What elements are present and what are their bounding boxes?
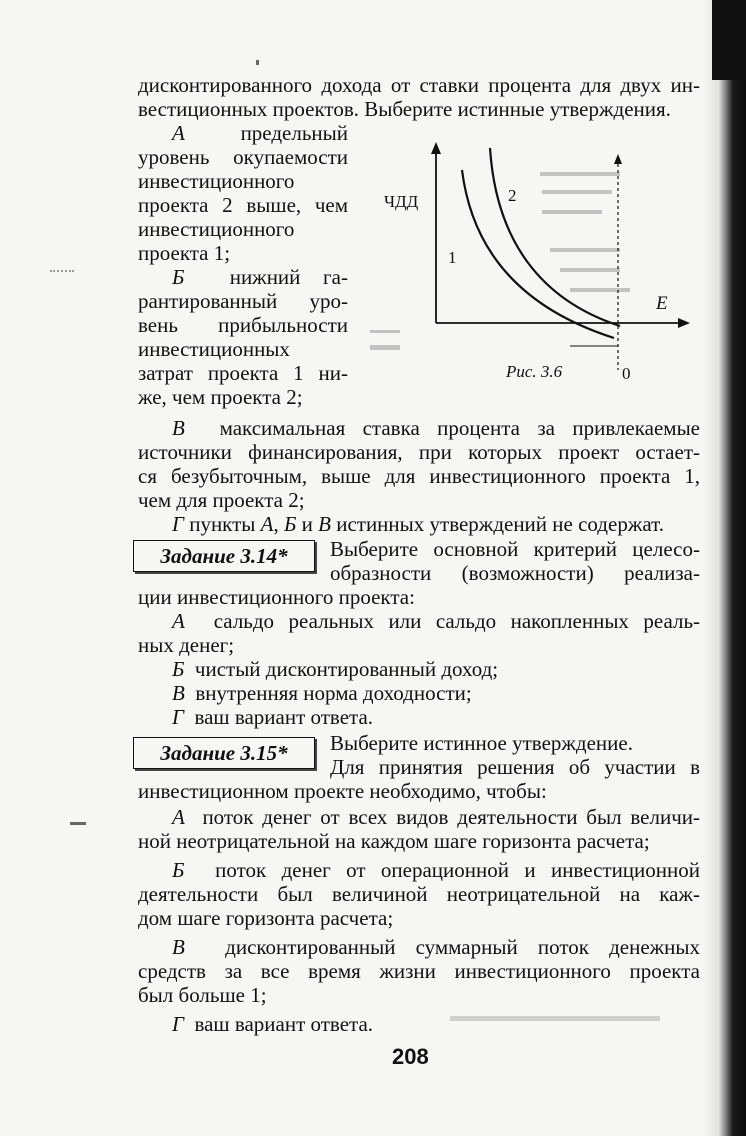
x-axis-arrow [678, 318, 690, 328]
answer-letter: В [172, 935, 185, 959]
option-g-paragraph [138, 512, 700, 536]
option-b-line-6: же, чем проекта 2; [138, 385, 303, 409]
curve-2-label: 2 [508, 186, 517, 205]
y-axis-label: ЧДД [384, 192, 419, 211]
option-v-line-4: чем для проекта 2; [138, 488, 305, 512]
ref-comma: , [273, 512, 284, 536]
option-g-text-end: истинных утверждений не содержат. [330, 512, 664, 536]
answer-letter: А [172, 805, 185, 829]
task-3-15-title-box: Задание 3.15* [133, 737, 315, 769]
task-3-14-line-2: образности (возможности) реализа- [330, 561, 700, 585]
scan-artifact [50, 270, 74, 274]
option-b-line-3: вень прибыльности [138, 313, 348, 337]
task-3-14-line-1: Выберите основной критерий целесо- [330, 537, 700, 561]
scan-dark-edge [702, 0, 746, 1136]
task-3-14-answer-g [138, 705, 700, 729]
task-3-15-answer-v-line-1 [138, 935, 700, 959]
option-v-text: максимальная ставка процента за привлекаемые [219, 416, 700, 440]
task-3-14-answer-b [138, 657, 700, 681]
task-3-15-answer-a-line-1 [138, 805, 700, 829]
task-3-15-line-1: Выберите истинное утверждение. [330, 731, 633, 755]
ref-b: Б [283, 512, 297, 536]
y-axis-arrow [431, 142, 441, 154]
option-a-line-3: инвестиционного [138, 169, 295, 193]
scan-artifact [450, 1016, 660, 1021]
task-3-15-answer-a-line-2: ной неотрицательной на каждом шаге горизонта расчета; [138, 829, 650, 853]
scan-artifact [256, 60, 259, 65]
answer-text: поток денег от операционной и инвестиционной [215, 858, 700, 882]
task-3-15-answer-b-line-1 [138, 858, 700, 882]
ref-a: А [260, 512, 274, 536]
answer-text: внутренняя норма доходности; [195, 681, 472, 705]
curve-project-1 [462, 170, 614, 338]
ref-and: и [296, 512, 319, 536]
task-3-14-answer-a-line-2: ных денег; [138, 633, 235, 657]
option-b-letter: Б [172, 265, 185, 289]
x-axis-label: Е [656, 293, 668, 314]
answer-text: дисконтированный суммарный поток денежных [225, 935, 701, 959]
answer-letter: А [172, 609, 185, 633]
intro-paragraph [138, 73, 700, 121]
task-3-14-title-box: Задание 3.14* [133, 540, 315, 572]
option-b-line-2: рантированный уро- [138, 289, 348, 313]
option-g-line [138, 512, 700, 536]
option-b-line-5: затрат проекта 1 ни- [138, 361, 348, 385]
scan-dark-corner [712, 0, 746, 80]
option-a-line-2: уровень окупаемости [138, 145, 348, 169]
option-v-letter: В [172, 416, 185, 440]
answer-letter: Б [172, 657, 185, 681]
task-3-15-answer-v-line-3: был больше 1; [138, 983, 267, 1007]
ref-v: В [318, 512, 331, 536]
answer-letter: В [172, 681, 185, 705]
answer-text: ваш вариант ответа. [194, 1012, 374, 1036]
option-v-line-2: источники финансирования, при которых проект остает- [138, 440, 700, 464]
option-g-text: пункты [189, 512, 261, 536]
task-3-15-answer-b-line-2: деятельности был величиной неотрицательной на каж- [138, 882, 700, 906]
figure-3-6 [370, 140, 700, 390]
answer-letter: Б [172, 858, 185, 882]
answer-text: сальдо реальных или сальдо накопленных реаль- [213, 609, 701, 633]
marker-arrow [614, 154, 622, 164]
option-v-line-3: ся безубыточным, выше для инвестиционного проекта 1, [138, 464, 700, 488]
zero-label: 0 [622, 364, 631, 383]
figure-graphic [370, 140, 700, 390]
option-a-line-6: проекта 1; [138, 241, 231, 265]
option-a-letter: А [172, 121, 185, 145]
curve-1-label: 1 [448, 248, 457, 267]
answer-text: чистый дисконтированный доход; [194, 657, 499, 681]
task-3-15-answers [138, 805, 700, 1036]
option-a-line-1 [138, 121, 348, 145]
option-g-letter: Г [172, 512, 184, 536]
scan-artifact [70, 822, 86, 825]
task-3-15-line-3: инвестиционном проекте необходимо, чтобы: [138, 779, 547, 803]
task-3-15-answer-b-line-3: дом шаге горизонта расчета; [138, 906, 394, 930]
task-3-14-answer-v [138, 681, 700, 705]
intro-line-2: вестиционных проектов. Выберите истинные утверждения. [138, 97, 671, 121]
option-b-text: нижний га- [229, 265, 348, 289]
task-3-15-answer-v-line-2: средств за все время жизни инвестиционного проекта [138, 959, 700, 983]
task-3-14-line-3: ции инвестиционного проекта: [138, 585, 415, 609]
option-v-line-1 [138, 416, 700, 440]
task-3-15-line-2: Для принятия решения об участии в [330, 755, 700, 779]
options-left-column [138, 121, 348, 409]
option-b-line-1 [138, 265, 348, 289]
answer-letter: Г [172, 705, 184, 729]
option-v-paragraph [138, 416, 700, 512]
figure-caption: Рис. 3.6 [506, 362, 563, 381]
option-a-text: предельный [240, 121, 348, 145]
answer-letter: Г [172, 1012, 184, 1036]
option-b-line-4: инвестиционных [138, 337, 290, 361]
bleed-through-text [370, 140, 670, 350]
answer-text: ваш вариант ответа. [194, 705, 374, 729]
page-number: 208 [392, 1044, 429, 1069]
intro-line-1: дисконтированного дохода от ставки процента для двух ин- [138, 73, 700, 97]
task-3-14-answers [138, 609, 700, 729]
answer-text: поток денег от всех видов деятельности был величи- [202, 805, 700, 829]
option-a-line-4: проекта 2 выше, чем [138, 193, 348, 217]
task-3-14-answer-a-line-1 [138, 609, 700, 633]
option-a-line-5: инвестиционного [138, 217, 295, 241]
